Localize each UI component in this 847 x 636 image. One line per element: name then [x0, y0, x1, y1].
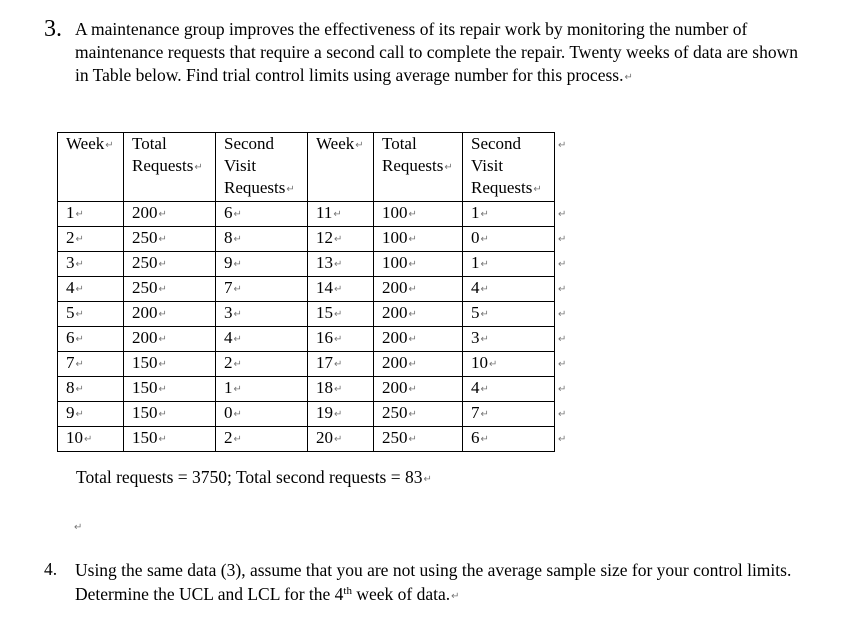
cell-total-requests: 150↵ [124, 427, 216, 452]
cell-second-visits: 4↵ [463, 277, 555, 302]
cell-total-requests: 200↵ [374, 352, 463, 377]
cell-week: 17↵ [308, 352, 374, 377]
question-3-text: A maintenance group improves the effectiveness of its repair work by monitoring the number of maintenance requests that require a second call to complete the repair. Twenty weeks of data are shown in Table below. Find trial control limits using average number for this process. [75, 19, 798, 85]
table-row: 2↵ 250↵ 8↵ 12↵ 100↵ 0↵ ↵ [58, 227, 578, 252]
table-row: 4↵ 250↵ 7↵ 14↵ 200↵ 4↵ ↵ [58, 277, 578, 302]
cell-second-visits: 0↵ [216, 402, 308, 427]
table-row: 3↵ 250↵ 9↵ 13↵ 100↵ 1↵ ↵ [58, 252, 578, 277]
cell-week: 7↵ [58, 352, 124, 377]
cell-second-visits: 1↵ [463, 252, 555, 277]
cell-total-requests: 100↵ [374, 202, 463, 227]
cell-total-requests: 100↵ [374, 252, 463, 277]
cell-second-visits: 3↵ [463, 327, 555, 352]
cell-week: 16↵ [308, 327, 374, 352]
cell-total-requests: 250↵ [124, 277, 216, 302]
cell-second-visits: 2↵ [216, 427, 308, 452]
table-row: 10↵ 150↵ 2↵ 20↵ 250↵ 6↵ ↵ [58, 427, 578, 452]
header-second-visit-1: Second Visit Requests↵ [216, 133, 308, 202]
cell-total-requests: 200↵ [124, 302, 216, 327]
question-4-text-end: week of data. [351, 584, 451, 604]
table-row: 9↵ 150↵ 0↵ 19↵ 250↵ 7↵ ↵ [58, 402, 578, 427]
cell-total-requests: 200↵ [374, 302, 463, 327]
cell-second-visits: 6↵ [216, 202, 308, 227]
cell-week: 8↵ [58, 377, 124, 402]
cell-week: 18↵ [308, 377, 374, 402]
totals-text: Total requests = 3750; Total second requests = 83 [76, 467, 423, 487]
header-total-requests-2: Total Requests↵ [374, 133, 463, 202]
requests-table [57, 132, 578, 452]
cell-total-requests: 150↵ [124, 352, 216, 377]
table-row: 1↵ 200↵ 6↵ 11↵ 100↵ 1↵ ↵ [58, 202, 578, 227]
cell-total-requests: 200↵ [374, 377, 463, 402]
cell-second-visits: 2↵ [216, 352, 308, 377]
cell-total-requests: 200↵ [374, 277, 463, 302]
cell-week: 19↵ [308, 402, 374, 427]
empty-paragraph [73, 518, 82, 536]
table-row: 8↵ 150↵ 1↵ 18↵ 200↵ 4↵ ↵ [58, 377, 578, 402]
question-3-number: 3. [44, 16, 62, 42]
cell-second-visits: 6↵ [463, 427, 555, 452]
header-week-1: Week↵ [58, 133, 124, 202]
cell-week: 6↵ [58, 327, 124, 352]
header-week-2: Week↵ [308, 133, 374, 202]
cell-week: 2↵ [58, 227, 124, 252]
cell-second-visits: 7↵ [216, 277, 308, 302]
cell-week: 4↵ [58, 277, 124, 302]
cell-second-visits: 5↵ [463, 302, 555, 327]
cell-week: 14↵ [308, 277, 374, 302]
cell-second-visits: 7↵ [463, 402, 555, 427]
cell-total-requests: 250↵ [374, 427, 463, 452]
cell-week: 9↵ [58, 402, 124, 427]
paragraph-mark-icon: ↵ [74, 522, 83, 533]
cell-total-requests: 200↵ [374, 327, 463, 352]
header-second-visit-2: Second Visit Requests↵ [463, 133, 555, 202]
cell-week: 1↵ [58, 202, 124, 227]
cell-total-requests: 250↵ [374, 402, 463, 427]
cell-week: 10↵ [58, 427, 124, 452]
question-4-text: Using the same data (3), assume that you are not using the average sample size for your control limits. Determine the UCL and LCL for the 4 [75, 560, 792, 604]
cell-week: 12↵ [308, 227, 374, 252]
cell-total-requests: 100↵ [374, 227, 463, 252]
totals-line: Total requests = 3750; Total second requests = 83↵ [76, 467, 432, 487]
cell-second-visits: 4↵ [216, 327, 308, 352]
cell-second-visits: 8↵ [216, 227, 308, 252]
cell-week: 20↵ [308, 427, 374, 452]
cell-total-requests: 200↵ [124, 327, 216, 352]
cell-week: 5↵ [58, 302, 124, 327]
cell-total-requests: 250↵ [124, 252, 216, 277]
cell-second-visits: 4↵ [463, 377, 555, 402]
cell-week: 13↵ [308, 252, 374, 277]
table-row: 6↵ 200↵ 4↵ 16↵ 200↵ 3↵ ↵ [58, 327, 578, 352]
question-4-number: 4. [44, 559, 58, 579]
table-row: 5↵ 200↵ 3↵ 15↵ 200↵ 5↵ ↵ [58, 302, 578, 327]
cell-second-visits: 1↵ [216, 377, 308, 402]
cell-total-requests: 250↵ [124, 227, 216, 252]
cell-second-visits: 3↵ [216, 302, 308, 327]
header-total-requests-1: Total Requests↵ [124, 133, 216, 202]
cell-week: 11↵ [308, 202, 374, 227]
cell-week: 3↵ [58, 252, 124, 277]
cell-total-requests: 200↵ [124, 202, 216, 227]
cell-second-visits: 1↵ [463, 202, 555, 227]
paragraph-mark-icon: ↵ [624, 72, 633, 83]
table-row: 7↵ 150↵ 2↵ 17↵ 200↵ 10↵ ↵ [58, 352, 578, 377]
cell-total-requests: 150↵ [124, 377, 216, 402]
cell-week: 15↵ [308, 302, 374, 327]
question-4-superscript: th [343, 585, 352, 597]
cell-second-visits: 9↵ [216, 252, 308, 277]
cell-total-requests: 150↵ [124, 402, 216, 427]
cell-second-visits: 0↵ [463, 227, 555, 252]
table-header-row: Week↵ Total Requests↵ Second Visit Requests↵ Week↵ Total Requests↵ Second Visit Requests↵ ↵ [58, 133, 578, 202]
cell-second-visits: 10↵ [463, 352, 555, 377]
